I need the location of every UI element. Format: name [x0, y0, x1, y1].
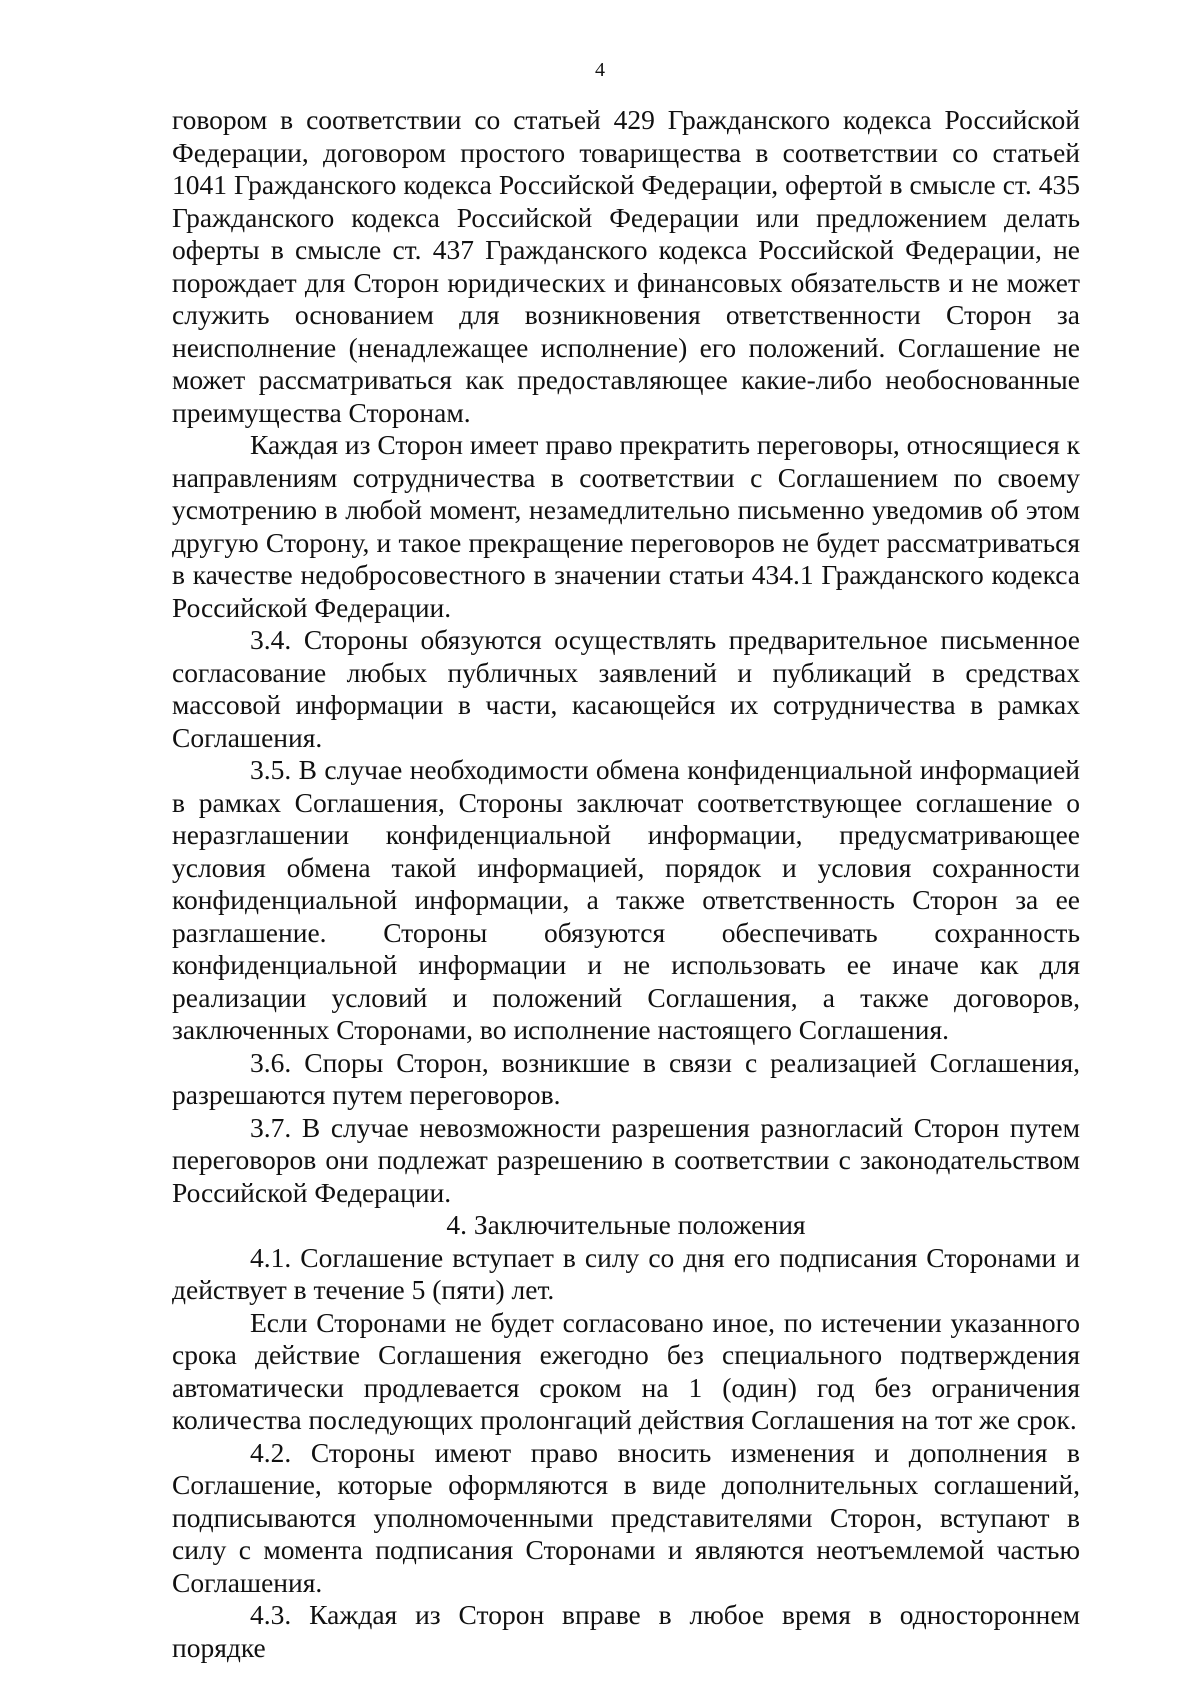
paragraph-continuation: говором в соответствии со статьей 429 Гражданского кодекса Российской Федерации, договором простого товарищества в соответствии со статьей 1041 Гражданского кодекса Российской Федерации, офертой в смысле ст. 435 Гражданского кодекса Российской Федерации или предложением делать оферты в смысле ст. 437 Гражданского кодекса Российской Федерации, не порождает для Сторон юридических и финансовых обязательств и не может служить основанием для возникновения ответственности Сторон за неисполнение (ненадлежащее исполнение) его положений. Соглашение не может рассматриваться как предоставляющее какие-либо необоснованные преимущества Сторонам. — [172, 104, 1080, 428]
paragraph-3-7: 3.7. В случае невозможности разрешения разногласий Сторон путем переговоров они подлежат разрешению в соответствии с законодательством Российской Федерации. — [172, 1111, 1080, 1208]
paragraph-3-6: 3.6. Споры Сторон, возникшие в связи с реализацией Соглашения, разрешаются путем переговоров. — [172, 1046, 1080, 1110]
paragraph-4-3: 4.3. Каждая из Сторон вправе в любое время в одностороннем порядке — [172, 1599, 1080, 1663]
page-number: 4 — [595, 59, 605, 81]
paragraph-termination-right: Каждая из Сторон имеет право прекратить переговоры, относящиеся к направлениям сотрудничества в соответствии с Соглашением по своему усмотрению в любой момент, незамедлительно письменно уведомив об этом другую Сторону, и такое прекращение переговоров не будет рассматриваться в качестве недобросовестного в значении статьи 434.1 Гражданского кодекса Российской Федерации. — [172, 429, 1080, 623]
paragraph-4-1: 4.1. Соглашение вступает в силу со дня его подписания Сторонами и действует в течение 5 (пяти) лет. — [172, 1241, 1080, 1305]
paragraph-4-2: 4.2. Стороны имеют право вносить изменения и дополнения в Соглашение, которые оформляются в виде дополнительных соглашений, подписываются уполномоченными представителями Сторон, вступают в силу с момента подписания Сторонами и являются неотъемлемой частью Соглашения. — [172, 1436, 1080, 1598]
document-body — [172, 104, 1080, 1664]
paragraph-3-4: 3.4. Стороны обязуются осуществлять предварительное письменное согласование любых публичных заявлений и публикаций в средствах массовой информации в части, касающейся их сотрудничества в рамках Соглашения. — [172, 624, 1080, 753]
section-heading: 4. Заключительные положения — [446, 1209, 806, 1240]
paragraph-extension: Если Сторонами не будет согласовано иное, по истечении указанного срока действие Соглашения ежегодно без специального подтверждения автоматически продлевается сроком на 1 (один) год без ограничения количества последующих пролонгаций действия Соглашения на тот же срок. — [172, 1306, 1080, 1435]
paragraph-3-5: 3.5. В случае необходимости обмена конфиденциальной информацией в рамках Соглашения, Стороны заключат соответствующее соглашение о неразглашении конфиденциальной информации, предусматривающее условия обмена такой информацией, порядок и условия сохранности конфиденциальной информации, а также ответственность Сторон за ее разглашение. Стороны обязуются обеспечивать сохранность конфиденциальной информации и не использовать ее иначе как для реализации условий и положений Соглашения, а также договоров, заключенных Сторонами, во исполнение настоящего Соглашения. — [172, 754, 1080, 1045]
